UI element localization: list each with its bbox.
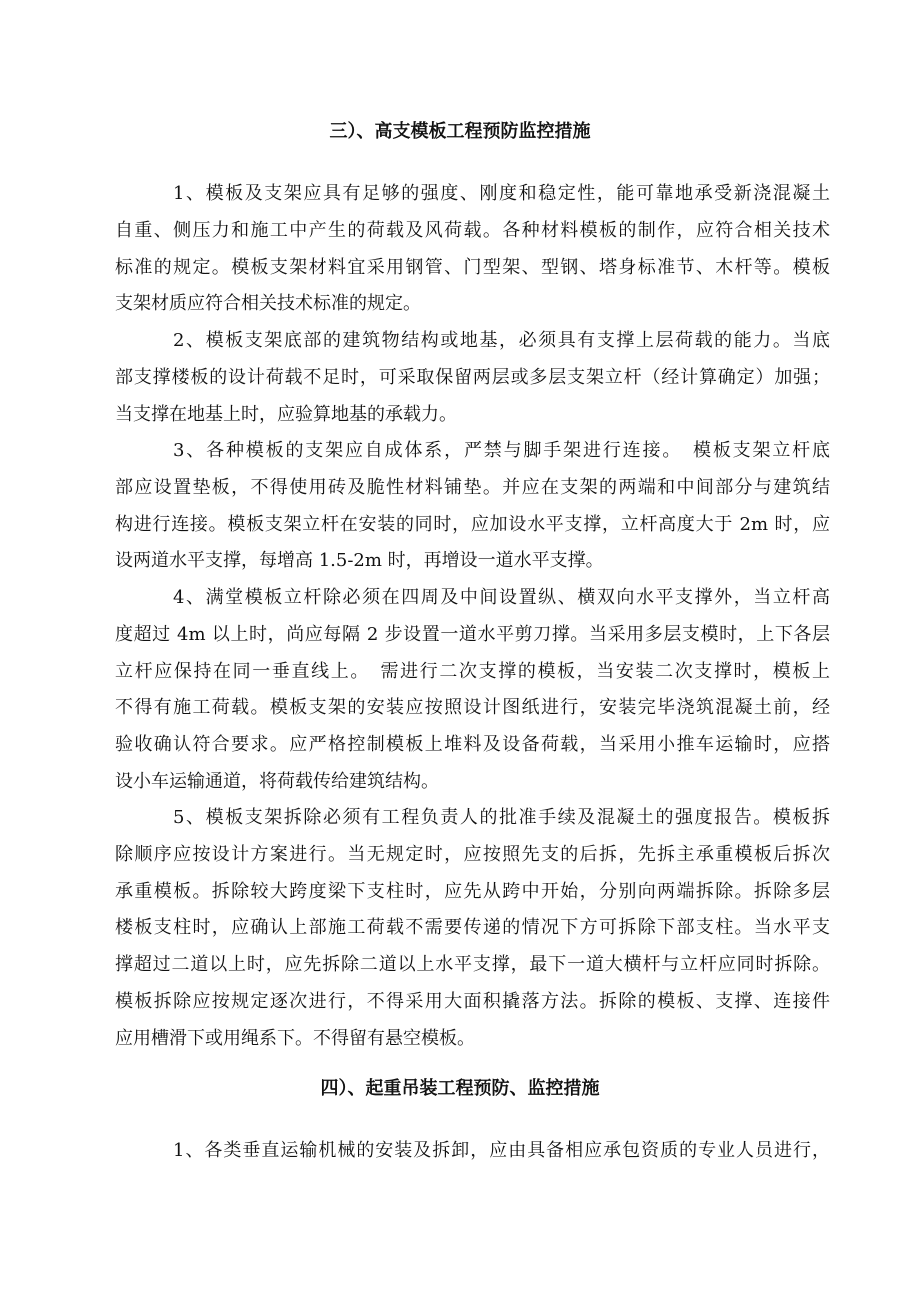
paragraph-6 [115,1133,830,1170]
paragraph-1 [115,176,830,323]
paragraph-line: 4、满堂模板立杆除必须在四周及中间设置纵、横双向水平支撑外，当立杆高 [173,587,830,608]
paragraph-line: 3、各种模板的支架应自成体系，严禁与脚手架进行连接。 模板支架立杆底 [173,440,830,461]
paragraph-line: 设小车运输通道，将荷载传给建筑结构。 [115,770,439,792]
paragraph-2 [115,323,830,433]
paragraph-line: 不得有施工荷载。模板支架的安装应按照设计图纸进行，安装完毕浇筑混凝土前，经 [115,697,830,719]
paragraph-line: 楼板支柱时，应确认上部施工荷载不需要传递的情况下方可拆除下部支柱。当水平支 [115,917,830,939]
paragraph-line: 部支撑楼板的设计荷载不足时，可采取保留两层或多层支架立杆（经计算确定）加强； [115,366,830,388]
paragraph-line: 验收确认符合要求。应严格控制模板上堆料及设备荷载，当采用小推车运输时，应搭 [115,734,830,756]
section-heading-3: 三）、高支模板工程预防监控措施 [329,121,591,142]
paragraph-line: 设两道水平支撑，每增高 1.5-2m 时，再增设一道水平支撑。 [115,550,604,572]
paragraph-line: 1、模板及支架应具有足够的强度、刚度和稳定性，能可靠地承受新浇混凝土 [173,183,830,204]
paragraph-4 [115,580,830,801]
paragraph-line: 模板拆除应按规定逐次进行，不得采用大面积撬落方法。拆除的模板、支撑、连接件 [115,990,830,1012]
paragraph-line: 标准的规定。模板支架材料宜采用钢管、门型架、型钢、塔身标准节、木杆等。模板 [115,256,830,278]
paragraph-line: 部应设置垫板，不得使用砖及脆性材料铺垫。并应在支架的两端和中间部分与建筑结 [115,476,830,498]
section-heading-4: 四）、起重吊装工程预防、监控措施 [320,1078,600,1099]
paragraph-3 [115,433,830,580]
paragraph-5 [115,800,830,1058]
paragraph-line: 2、模板支架底部的建筑物结构或地基，必须具有支撑上层荷载的能力。当底 [173,330,830,351]
paragraph-line: 撑超过二道以上时，应先拆除二道以上水平支撑，最下一道大横杆与立杆应同时拆除。 [115,954,830,976]
paragraph-line: 1、各类垂直运输机械的安装及拆卸，应由具备相应承包资质的专业人员进行， [173,1140,830,1161]
paragraph-line: 应用槽滑下或用绳系下。不得留有悬空模板。 [115,1027,475,1049]
paragraph-line: 除顺序应按设计方案进行。当无规定时，应按照先支的后拆，先拆主承重模板后拆次 [115,843,830,865]
paragraph-line: 构进行连接。模板支架立杆在安装的同时，应加设水平支撑，立杆高度大于 2m 时，应 [115,513,830,535]
paragraph-line: 立杆应保持在同一垂直线上。 需进行二次支撑的模板，当安装二次支撑时，模板上 [115,660,830,682]
paragraph-line: 当支撑在地基上时，应验算地基的承载力。 [115,403,457,425]
paragraph-line: 5、模板支架拆除必须有工程负责人的批准手续及混凝土的强度报告。模板拆 [173,807,830,828]
paragraph-line: 自重、侧压力和施工中产生的荷载及风荷载。各种材料模板的制作，应符合相关技术 [115,219,830,241]
paragraph-line: 承重模板。拆除较大跨度梁下支柱时，应先从跨中开始，分别向两端拆除。拆除多层 [115,880,830,902]
paragraph-line: 度超过 4m 以上时，尚应每隔 2 步设置一道水平剪刀撑。当采用多层支模时，上下各层 [115,623,830,645]
paragraph-line: 支架材质应符合相关技术标准的规定。 [115,293,421,315]
